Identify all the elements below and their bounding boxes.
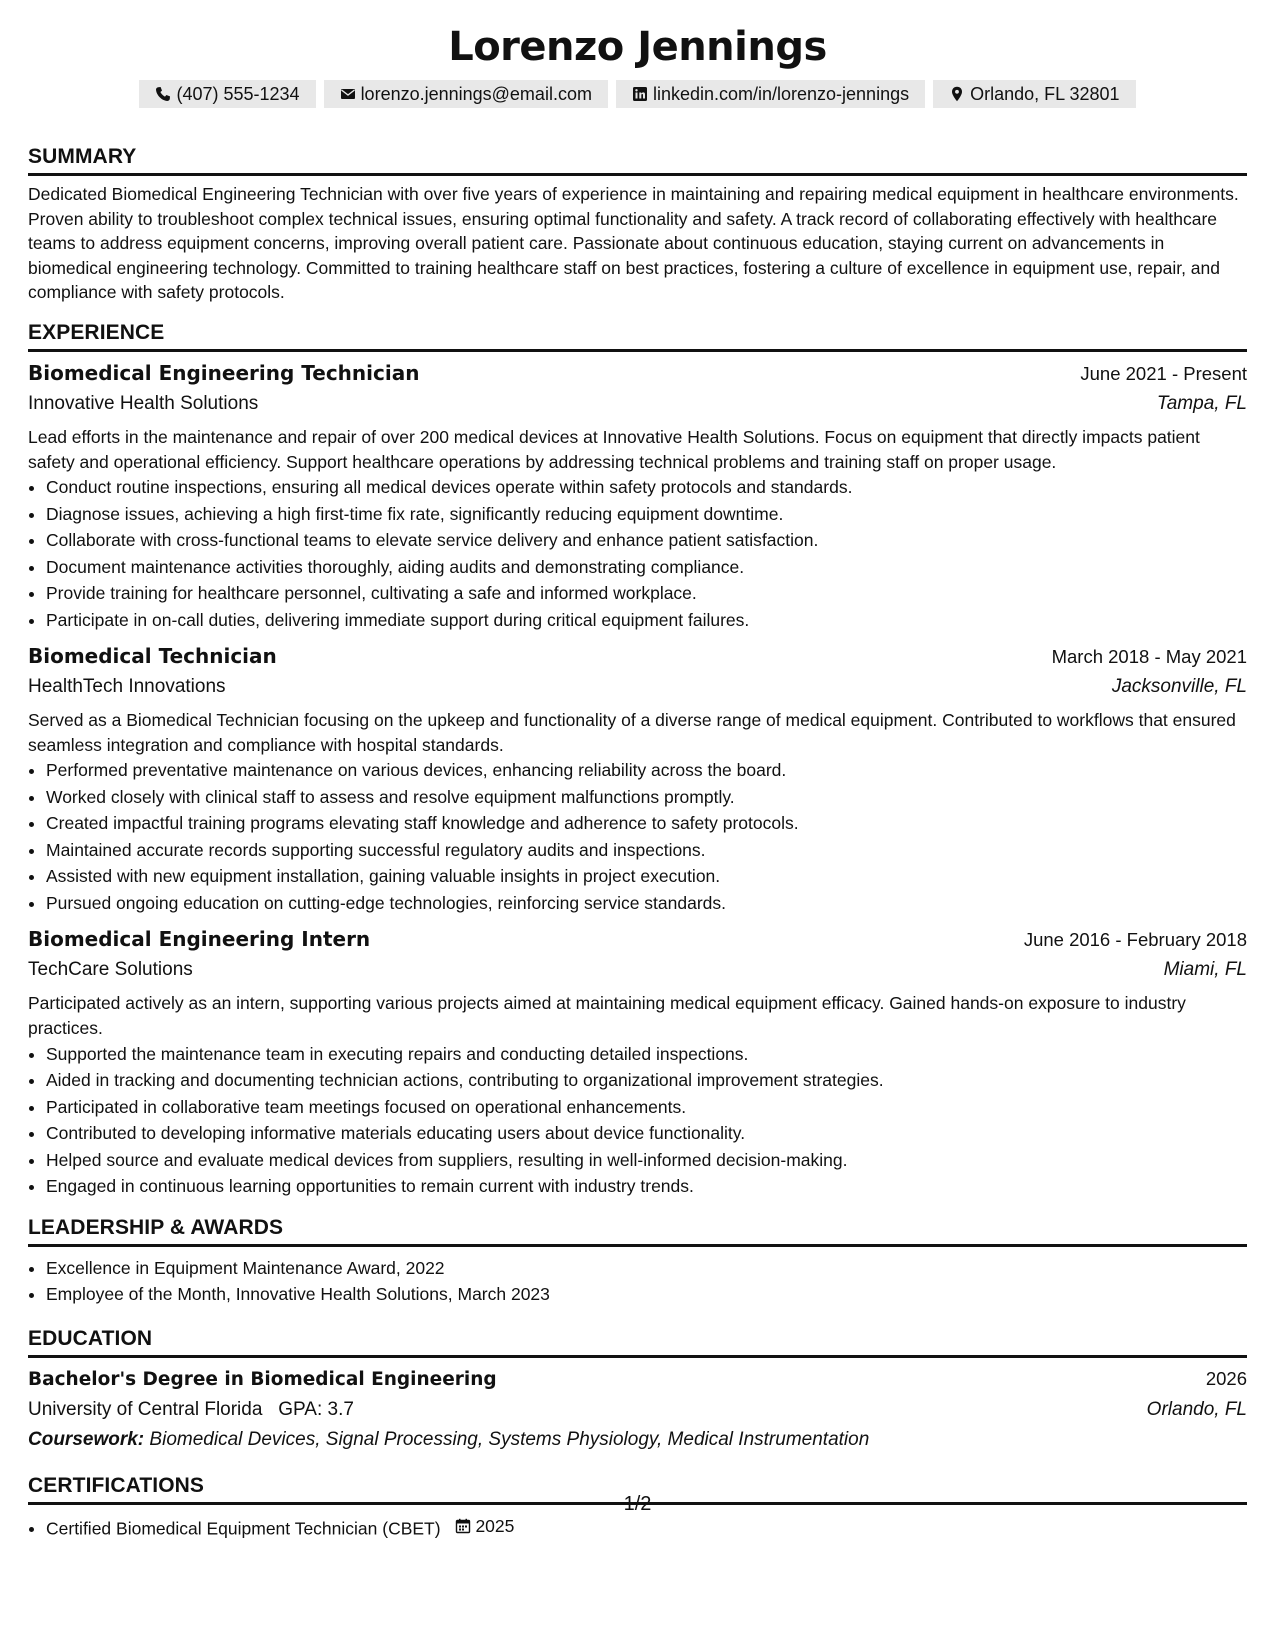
certifications-list [28, 1513, 1247, 1542]
list-item: • Participated in collaborative team meetings focused on operational enhancements. [46, 1094, 1247, 1121]
list-item: • Performed preventative maintenance on various devices, enhancing reliability across the board. [46, 757, 1247, 784]
job-title: Biomedical Engineering Technician [28, 360, 420, 385]
list-item: • Assisted with new equipment installation, gaining valuable insights in project execution. [46, 863, 1247, 890]
job-title: Biomedical Engineering Intern [28, 927, 371, 952]
list-item: • Helped source and evaluate medical devices from suppliers, resulting in well-informed decision-making. [46, 1147, 1247, 1174]
education-section [28, 1326, 1247, 1455]
phone-icon [155, 86, 171, 102]
page-number: 1/2 [623, 1493, 652, 1515]
location-text: Orlando, FL 32801 [970, 83, 1120, 104]
coursework-list: Biomedical Devices, Signal Processing, Systems Physiology, Medical Instrumentation [149, 1428, 870, 1450]
job-location: Jacksonville, FL [1111, 676, 1247, 698]
calendar-icon [455, 1518, 471, 1534]
list-item: • Engaged in continuous learning opportunities to remain current with industry trends. [46, 1173, 1247, 1200]
coursework-label: Coursework: [28, 1428, 145, 1450]
graduation-year: 2026 [1205, 1367, 1247, 1389]
envelope-icon [340, 86, 356, 102]
job-dates: June 2021 - Present [1080, 362, 1247, 384]
job-location: Tampa, FL [1156, 392, 1247, 414]
school-line [28, 1395, 354, 1425]
phone-text: (407) 555-1234 [176, 83, 300, 104]
school-location: Orlando, FL [1146, 1398, 1247, 1420]
job-title: Biomedical Technician [28, 644, 277, 669]
company-name: HealthTech Innovations [28, 676, 226, 698]
list-item: • Provide training for healthcare personnel, cultivating a safe and informed workplace. [46, 580, 1247, 607]
linkedin-icon [632, 86, 648, 102]
job-description: Participated actively as an intern, supporting various projects aimed at maintaining medical equipment efficacy. Gained hands-on exposure to industry practices. [28, 993, 1186, 1038]
degree-title: Bachelor's Degree in Biomedical Engineering [28, 1368, 497, 1390]
job-description: Served as a Biomedical Technician focusing on the upkeep and functionality of a diverse range of medical equipment. Contributed to workflows that ensured seamless integration and compliance with hospital standards. [28, 710, 1236, 755]
awards-list [28, 1255, 1247, 1308]
list-item: • Collaborate with cross-functional teams to elevate service delivery and enhance patient satisfaction. [46, 527, 1247, 554]
coursework [28, 1425, 1247, 1455]
list-item: • Created impactful training programs elevating staff knowledge and adherence to safety protocols. [46, 810, 1247, 837]
company-name: Innovative Health Solutions [28, 392, 259, 414]
email-chip[interactable] [324, 80, 608, 108]
certification-name: Certified Biomedical Equipment Technician (CBET) [46, 1517, 441, 1538]
list-item: • Diagnose issues, achieving a high first-time fix rate, significantly reducing equipment downtime. [46, 501, 1247, 528]
job-dates: June 2016 - February 2018 [1023, 929, 1247, 951]
candidate-name: Lorenzo Jennings [448, 24, 827, 70]
email-text: lorenzo.jennings@email.com [360, 83, 592, 104]
job-bullets [28, 474, 1247, 633]
list-item: • Maintained accurate records supporting successful regulatory audits and inspections. [46, 837, 1247, 864]
linkedin-text: linkedin.com/in/lorenzo-jennings [652, 83, 910, 104]
job-bullets [28, 757, 1247, 916]
company-name: TechCare Solutions [28, 959, 193, 981]
section-title: EDUCATION [28, 1326, 1247, 1358]
list-item: • Excellence in Equipment Maintenance Award, 2022 [46, 1255, 1247, 1282]
section-title: EXPERIENCE [28, 320, 1247, 352]
list-item: • Aided in tracking and documenting technician actions, contributing to organizational improvement strategies. [46, 1067, 1247, 1094]
certification-year: 2025 [475, 1515, 515, 1536]
section-title: SUMMARY [28, 144, 1247, 176]
section-title: LEADERSHIP & AWARDS [28, 1215, 1247, 1247]
summary-text: Dedicated Biomedical Engineering Technician with over five years of experience in maintaining and repairing medical equipment in healthcare environments. Proven ability to troubleshoot complex technical issues, ensuring optimal functionality and safety. A track record of collaborating effectively with healthcare teams to address equipment concerns, improving overall patient care. Passionate about continuous education, staying current on advancements in biomedical engineering technology. Committed to training healthcare staff on best practices, fostering a culture of excellence in equipment use, repair, and compliance with safety protocols. [28, 184, 1239, 303]
gpa: GPA: 3.7 [278, 1398, 354, 1420]
job-dates: March 2018 - May 2021 [1051, 646, 1247, 668]
linkedin-chip[interactable] [616, 80, 925, 108]
job-entry [28, 641, 1247, 916]
list-item: • Document maintenance activities thoroughly, aiding audits and demonstrating compliance. [46, 554, 1247, 581]
experience-section [28, 320, 1247, 1200]
list-item: • Conduct routine inspections, ensuring all medical devices operate within safety protocols and standards. [46, 474, 1247, 501]
list-item: • Supported the maintenance team in executing repairs and conducting detailed inspections. [46, 1041, 1247, 1068]
job-location: Miami, FL [1163, 959, 1247, 981]
map-pin-icon [949, 86, 965, 102]
school-name: University of Central Florida [28, 1398, 263, 1420]
summary-section [28, 144, 1247, 305]
list-item: • Employee of the Month, Innovative Health Solutions, March 2023 [46, 1281, 1247, 1308]
list-item [46, 1513, 1247, 1542]
list-item: • Pursued ongoing education on cutting-edge technologies, reinforcing service standards. [46, 890, 1247, 917]
job-description: Lead efforts in the maintenance and repair of over 200 medical devices at Innovative Health Solutions. Focus on equipment that directly impacts patient safety and operational efficiency. Support healthcare operations by addressing technical problems and training staff on proper usage. [28, 426, 1200, 472]
list-item: • Worked closely with clinical staff to assess and resolve equipment malfunctions promptly. [46, 784, 1247, 811]
list-item: • Contributed to developing informative materials educating users about device functionality. [46, 1120, 1247, 1147]
job-entry [28, 924, 1247, 1199]
section-title: CERTIFICATIONS [28, 1473, 1247, 1505]
awards-section [28, 1215, 1247, 1308]
job-bullets [28, 1041, 1247, 1200]
location-chip[interactable] [933, 80, 1135, 108]
certification-date [455, 1513, 514, 1540]
phone-chip[interactable] [139, 80, 315, 108]
job-entry [28, 358, 1247, 633]
contact-bar [28, 80, 1247, 108]
list-item: • Participate in on-call duties, delivering immediate support during critical equipment failures. [46, 607, 1247, 634]
